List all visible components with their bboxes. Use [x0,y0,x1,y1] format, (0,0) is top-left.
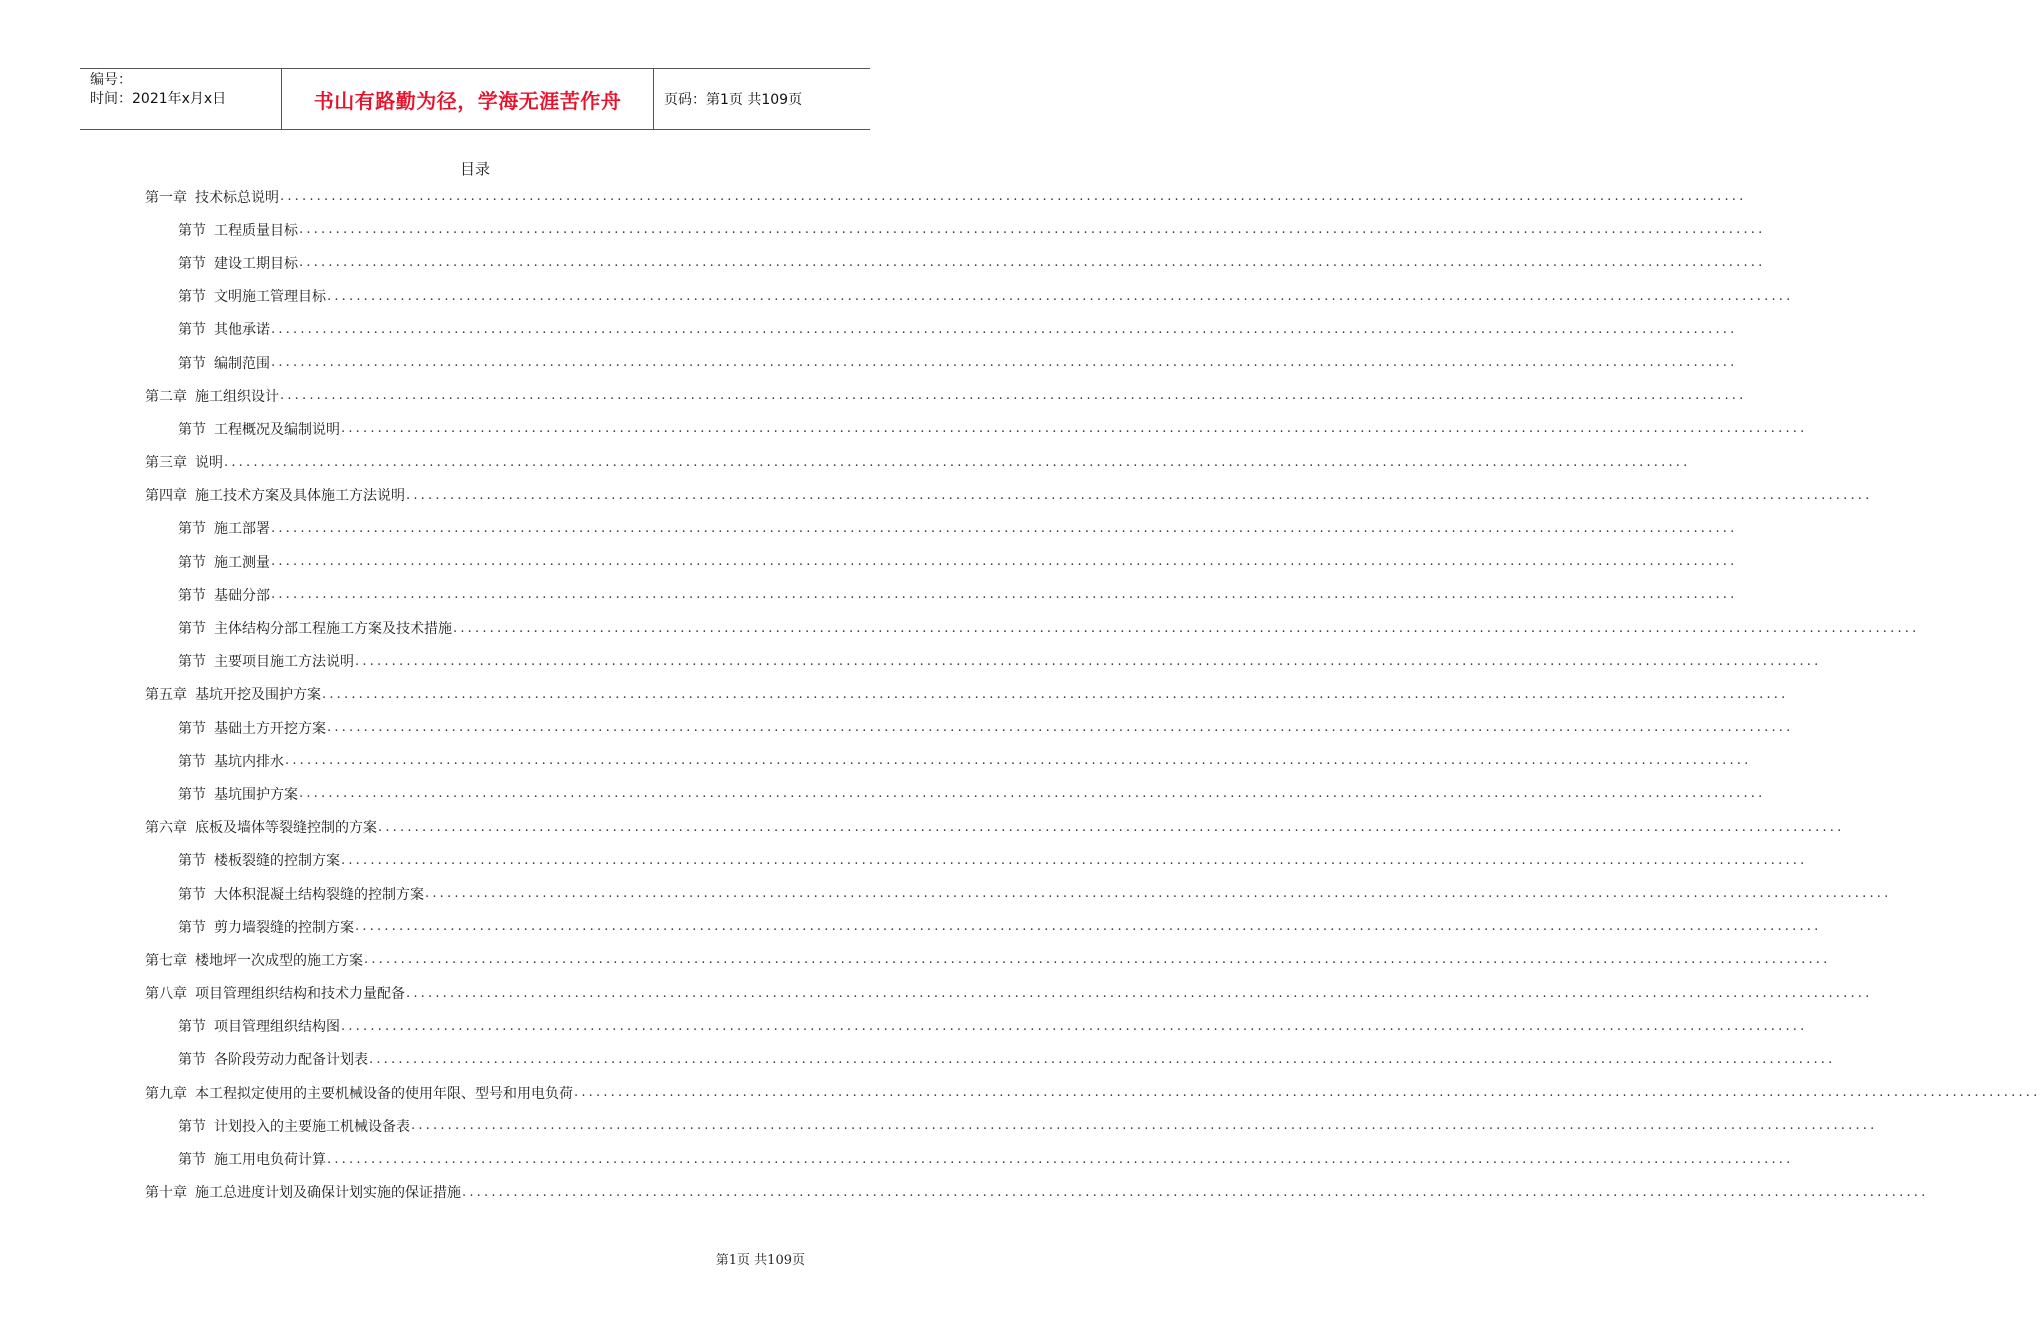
toc-entry-text: 基坑内排水 [214,753,284,770]
toc-section-entry[interactable] [145,578,1738,611]
toc-entry-text: 主体结构分部工程施工方案及技术措施 [214,621,452,638]
toc-entry-text: 剪力墙裂缝的控制方案 [214,919,354,936]
toc-entry-label [145,187,279,207]
toc-chapter-entry[interactable] [145,678,1789,711]
toc-chapter-entry[interactable] [145,943,1831,976]
toc-entry-number: 第节 [178,255,206,272]
toc-entry-number: 第五章 [145,687,187,704]
toc-entry-label [178,1016,340,1036]
toc-chapter-entry[interactable] [145,180,1747,213]
toc-entry-number: 第一章 [145,189,187,206]
toc-entry-label [145,485,405,505]
toc-section-entry[interactable] [145,910,1822,943]
toc-dot-leader: ........................................................................................................................................................................................................ [341,1018,1808,1034]
toc-dot-leader: ........................................................................................................................................................................................................ [280,189,1747,205]
toc-dot-leader: ........................................................................................................................................................................................................ [280,388,1747,404]
toc-entry-label [178,917,354,937]
toc-section-entry[interactable] [145,877,1892,910]
toc-entry-label [178,353,270,373]
toc-entry-text: 计划投入的主要施工机械设备表 [214,1118,410,1135]
toc-entry-number: 第节 [178,421,206,438]
toc-entry-label [178,1049,368,1069]
toc-entry-number: 第节 [178,322,206,339]
toc-entry-text: 说明 [195,455,223,472]
toc-dot-leader: ........................................................................................................................................................................................................ [369,1051,1836,1067]
toc-section-entry[interactable] [145,346,1738,379]
toc-entry-number: 第节 [178,753,206,770]
toc-entry-label [145,386,279,406]
toc-section-entry[interactable] [145,1043,1836,1076]
toc-entry-number: 第节 [178,1118,206,1135]
toc-section-entry[interactable] [145,213,1766,246]
toc-entry-text: 楼板裂缝的控制方案 [214,853,340,870]
toc-entry-label [145,817,377,837]
toc-dot-leader: ........................................................................................................................................................................................................ [271,554,1738,570]
toc-dot-leader: ........................................................................................................................................................................................................ [299,255,1766,271]
toc-section-entry[interactable] [145,844,1808,877]
toc-chapter-entry[interactable] [145,1176,1929,1209]
document-date: 时间：2021年x月x日 [90,91,227,107]
toc-entry-number: 第节 [178,886,206,903]
toc-entry-label [178,751,284,771]
toc-entry-number: 第二章 [145,388,187,405]
toc-entry-text: 基础分部 [214,587,270,604]
toc-chapter-entry[interactable] [145,811,1845,844]
toc-dot-leader: ........................................................................................................................................................................................................ [299,222,1766,238]
toc-entry-label [178,552,270,572]
toc-section-entry[interactable] [145,1142,1794,1175]
toc-chapter-entry[interactable] [145,379,1747,412]
toc-entry-text: 施工测量 [214,554,270,571]
toc-dot-leader: ........................................................................................................................................................................................................ [224,454,1691,470]
toc-entry-text: 本工程拟定使用的主要机械设备的使用年限、型号和用电负荷 [195,1085,573,1102]
header-motto: 书山有路勤为径，学海无涯苦作舟 [282,69,654,129]
toc-entry-label [178,850,340,870]
toc-entry-text: 基坑围护方案 [214,786,298,803]
toc-dot-leader: ........................................................................................................................................................................................................ [462,1184,1929,1200]
toc-section-entry[interactable] [145,645,1822,678]
toc-section-entry[interactable] [145,1010,1808,1043]
toc-dot-leader: ........................................................................................................................................................................................................ [341,421,1808,437]
toc-entry-text: 编制范围 [214,355,270,372]
toc-entry-number: 第节 [178,621,206,638]
toc-dot-leader: ........................................................................................................................................................................................................ [271,520,1738,536]
toc-dot-leader: ........................................................................................................................................................................................................ [327,1151,1794,1167]
toc-dot-leader: ........................................................................................................................................................................................................ [406,487,1873,503]
toc-entry-text: 楼地坪一次成型的施工方案 [195,952,363,969]
toc-entry-text: 其他承诺 [214,322,270,339]
toc-entry-text: 建设工期目标 [214,255,298,272]
toc-entry-text: 文明施工管理目标 [214,289,326,306]
toc-entry-number: 第九章 [145,1085,187,1102]
toc-entry-text: 项目管理组织结构和技术力量配备 [195,986,405,1003]
toc-entry-label [178,784,298,804]
toc-entry-text: 工程质量目标 [214,222,298,239]
page-header [80,68,870,130]
toc-entry-number: 第三章 [145,455,187,472]
toc-entry-text: 大体积混凝土结构裂缝的控制方案 [214,886,424,903]
toc-entry-number: 第节 [178,853,206,870]
toc-entry-number: 第六章 [145,820,187,837]
toc-dot-leader: ........................................................................................................................................................................................................ [327,720,1794,736]
toc-entry-number: 第节 [178,587,206,604]
toc-entry-text: 施工部署 [214,521,270,538]
toc-dot-leader: ........................................................................................................................................................................................................ [271,355,1738,371]
toc-entry-text: 底板及墙体等裂缝控制的方案 [195,820,377,837]
toc-entry-number: 第节 [178,1152,206,1169]
toc-entry-number: 第节 [178,1019,206,1036]
toc-entry-text: 施工组织设计 [195,388,279,405]
toc-chapter-entry[interactable] [145,479,1873,512]
toc-entry-label [145,1083,573,1103]
document-number-label: 编号： [90,72,132,88]
toc-entry-number: 第七章 [145,952,187,969]
toc-section-entry[interactable] [145,313,1738,346]
toc-entry-text: 施工总进度计划及确保计划实施的保证措施 [195,1185,461,1202]
toc-entry-number: 第节 [178,222,206,239]
toc-section-entry[interactable] [145,412,1808,445]
toc-dot-leader: ........................................................................................................................................................................................................ [327,288,1794,304]
toc-entry-text: 各阶段劳动力配备计划表 [214,1052,368,1069]
header-page-info: 页码：第1页 共109页 [664,92,803,108]
toc-dot-leader: ........................................................................................................................................................................................................ [574,1085,2040,1101]
toc-entry-label [178,518,270,538]
toc-entry-number: 第八章 [145,986,187,1003]
table-of-contents [145,180,2040,1209]
toc-dot-leader: ........................................................................................................................................................................................................ [271,321,1738,337]
toc-entry-number: 第节 [178,521,206,538]
toc-entry-label [145,452,223,472]
toc-entry-number: 第节 [178,355,206,372]
toc-section-entry[interactable] [145,777,1766,810]
toc-entry-label [178,884,424,904]
toc-section-entry[interactable] [145,611,1920,644]
toc-entry-label [178,718,326,738]
toc-dot-leader: ........................................................................................................................................................................................................ [322,686,1789,702]
toc-dot-leader: ........................................................................................................................................................................................................ [425,886,1892,902]
toc-entry-label [178,1116,410,1136]
toc-entry-label [178,618,452,638]
header-meta [80,69,282,129]
toc-section-entry[interactable] [145,711,1794,744]
toc-dot-leader: ........................................................................................................................................................................................................ [341,852,1808,868]
toc-dot-leader: ........................................................................................................................................................................................................ [364,952,1831,968]
toc-section-entry[interactable] [145,1109,1878,1142]
toc-entry-label [178,1149,326,1169]
toc-entry-text: 基础土方开挖方案 [214,720,326,737]
toc-dot-leader: ........................................................................................................................................................................................................ [299,786,1766,802]
toc-entry-label [145,950,363,970]
toc-entry-text: 项目管理组织结构图 [214,1019,340,1036]
toc-section-entry[interactable] [145,744,1752,777]
toc-entry-text: 施工用电负荷计算 [214,1152,326,1169]
toc-chapter-entry[interactable] [145,446,1691,479]
toc-entry-label [145,1182,461,1202]
toc-dot-leader: ........................................................................................................................................................................................................ [355,653,1822,669]
toc-entry-text: 施工技术方案及具体施工方法说明 [195,488,405,505]
toc-dot-leader: ........................................................................................................................................................................................................ [378,819,1845,835]
toc-entry-label [145,983,405,1003]
toc-entry-label [178,585,270,605]
toc-entry-text: 基坑开挖及围护方案 [195,687,321,704]
toc-entry-text: 工程概况及编制说明 [214,421,340,438]
toc-section-entry[interactable] [145,280,1794,313]
toc-dot-leader: ........................................................................................................................................................................................................ [271,587,1738,603]
toc-section-entry[interactable] [145,545,1738,578]
toc-dot-leader: ........................................................................................................................................................................................................ [406,985,1873,1001]
toc-entry-number: 第四章 [145,488,187,505]
toc-entry-label [145,684,321,704]
toc-entry-label [178,253,298,273]
page-footer: 第1页 共109页 [715,1253,805,1268]
toc-dot-leader: ........................................................................................................................................................................................................ [355,919,1822,935]
toc-entry-label [178,286,326,306]
toc-entry-number: 第节 [178,786,206,803]
toc-dot-leader: ........................................................................................................................................................................................................ [411,1118,1878,1134]
toc-entry-number: 第节 [178,720,206,737]
toc-entry-label [178,319,270,339]
toc-entry-number: 第十章 [145,1185,187,1202]
toc-entry-label [178,220,298,240]
toc-entry-number: 第节 [178,289,206,306]
toc-section-entry[interactable] [145,246,1766,279]
toc-entry-text: 技术标总说明 [195,189,279,206]
toc-dot-leader: ........................................................................................................................................................................................................ [453,620,1920,636]
toc-entry-number: 第节 [178,1052,206,1069]
toc-entry-number: 第节 [178,919,206,936]
toc-chapter-entry[interactable] [145,1076,2040,1109]
toc-entry-text: 主要项目施工方法说明 [214,654,354,671]
toc-entry-number: 第节 [178,654,206,671]
toc-entry-number: 第节 [178,554,206,571]
toc-entry-label [178,419,340,439]
toc-chapter-entry[interactable] [145,977,1873,1010]
toc-entry-label [178,651,354,671]
toc-title: 目录 [459,160,490,178]
toc-section-entry[interactable] [145,512,1738,545]
toc-dot-leader: ........................................................................................................................................................................................................ [285,753,1752,769]
